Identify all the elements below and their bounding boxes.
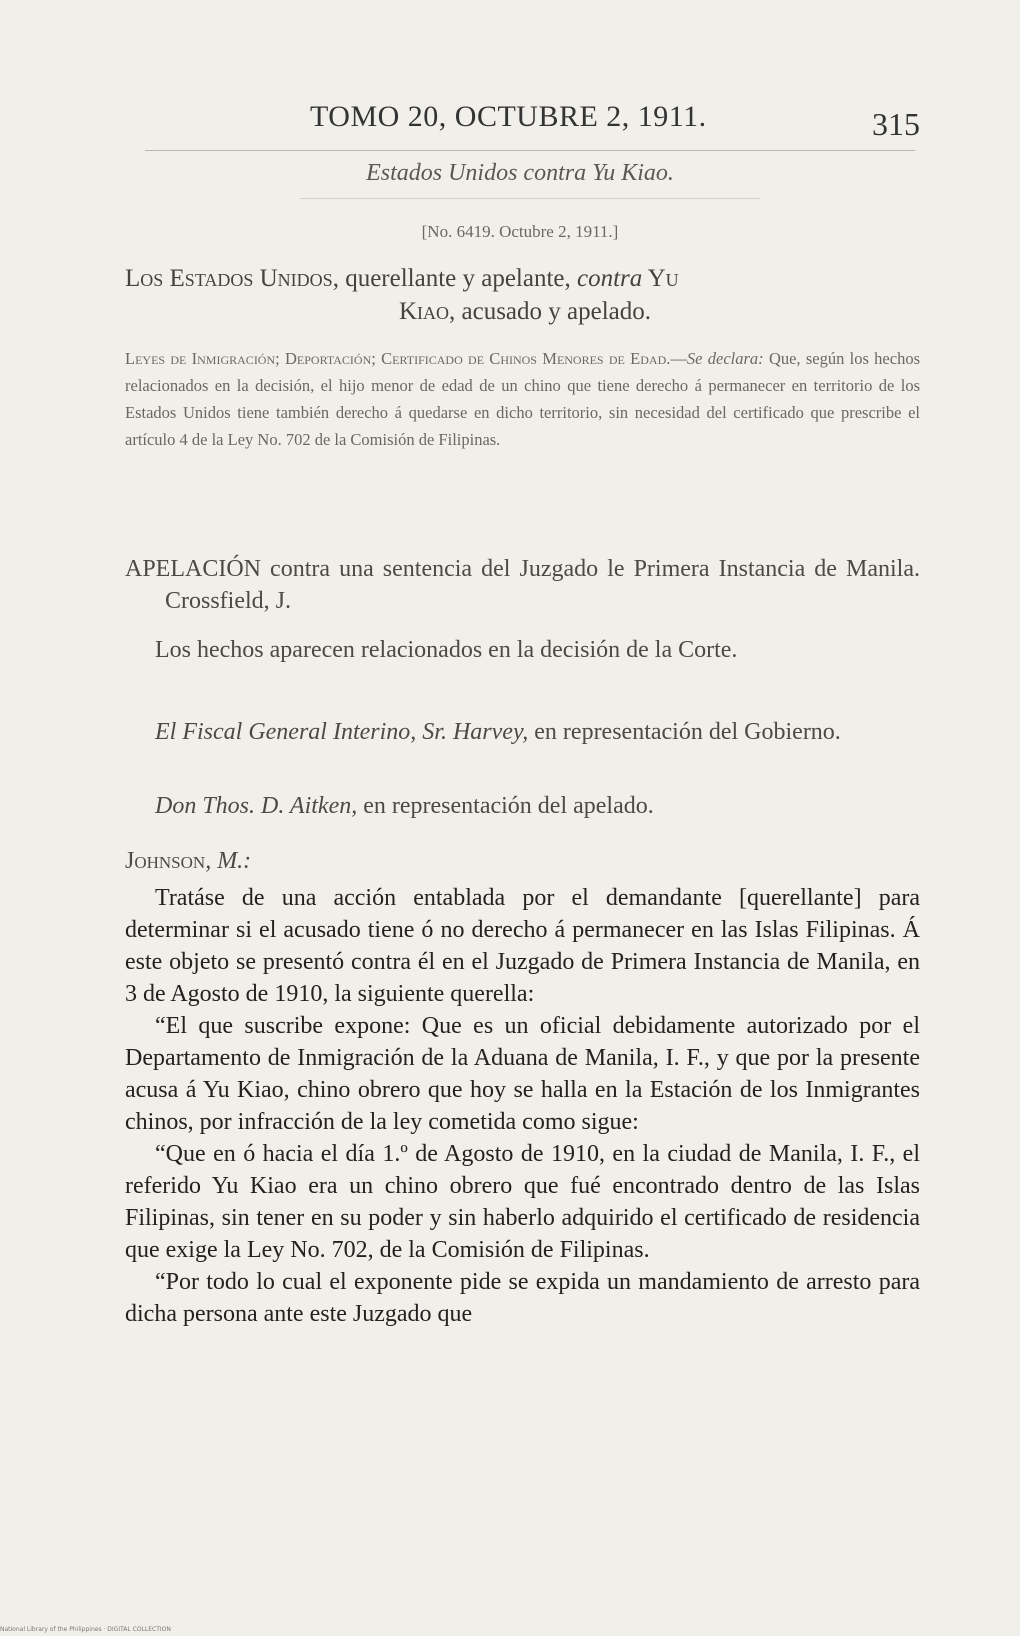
case-title: Estados Unidos contra Yu Kiao.	[366, 160, 674, 186]
opinion-paragraph-3: “Que en ó hacia el día 1.º de Agosto de 1910, en la ciudad de Manila, I. F., el referido Yu Kiao era un chino obrero que fué encontrado dentro de las Islas Filipinas, sin tener en su poder y sin haberlo adquirido el certificado de residencia que exige la Ley No. 702, de la Comisión de Filipinas.	[125, 1141, 920, 1263]
facts-text: Los hechos aparecen relacionados en la decisión de la Corte.	[155, 637, 738, 663]
appellee-counsel-role: en representación del apelado.	[357, 793, 654, 819]
contra-word: contra	[577, 265, 643, 292]
opinion-paragraph-4: “Por todo lo cual el exponente pide se expida un mandamiento de arresto para dicha persona ante este Juzgado que	[125, 1269, 920, 1327]
government-counsel-name: El Fiscal General Interino, Sr. Harvey,	[155, 719, 529, 745]
parties	[125, 262, 925, 328]
opinion-paragraph-1: Tratáse de una acción entablada por el demandante [querellante] para determinar si el acusado tiene ó no derecho á permanecer en las Islas Filipinas. Á este objeto se presentó contra él en el Juzgado de Primera Instancia de Manila, en 3 de Agosto de 1910, la siguiente querella:	[125, 885, 920, 1007]
page-number: 315	[872, 106, 920, 142]
judge-line	[125, 845, 920, 877]
syllabus-text: Que, según los hechos relacionados en la decisión, el hijo menor de edad de un chino que tiene derecho á permanecer en territorio de los Estados Unidos tiene también derecho á quedarse en dicho territorio, sin necesidad del certificado que prescribe el artículo 4 de la Ley No. 702 de la Comisión de Filipinas.	[125, 349, 920, 449]
judge-title: , M.:	[205, 848, 252, 874]
facts-paragraph	[125, 634, 920, 666]
plaintiff-role: , querellante y apelante,	[332, 265, 578, 292]
opinion-body	[125, 882, 920, 1330]
header-rule	[145, 150, 915, 151]
page-header	[120, 100, 920, 144]
syllabus-headings: Leyes de Inmigración; Deportación; Certificado de Chinos Menores de Edad.	[125, 349, 671, 368]
syllabus-dash: —	[670, 349, 687, 368]
syllabus	[125, 345, 920, 453]
plaintiff-name: Los Estados Unidos	[125, 265, 333, 292]
counsel-appellee	[125, 790, 920, 822]
opinion-paragraph-2: “El que suscribe expone: Que es un oficial debidamente autorizado por el Departamento de Inmigración de la Aduana de Manila, I. F., y que por la presente acusa á Yu Kiao, chino obrero que hoy se halla en la Estación de los Inmigrantes chinos, por infracción de la ley cometida como sigue:	[125, 1013, 920, 1135]
judge-name: Johnson	[125, 848, 206, 874]
subtitle-rule	[300, 198, 760, 199]
defendant-role: , acusado y apelado.	[449, 298, 652, 325]
scan-footer: National Library of the Philippines · DIGITAL COLLECTION	[0, 1626, 171, 1633]
case-number: [No. 6419. Octubre 2, 1911.]	[421, 222, 619, 241]
government-counsel-role: en representación del Gobierno.	[528, 719, 841, 745]
appellee-counsel-name: Don Thos. D. Aitken,	[155, 793, 358, 819]
running-title: TOMO 20, OCTUBRE 2, 1911.	[310, 100, 707, 133]
parties-line-2	[125, 295, 925, 328]
appeal-text: APELACIÓN contra una sentencia del Juzgado le Primera Instancia de Manila. Crossfield, J.	[125, 556, 920, 614]
appeal-paragraph	[125, 553, 920, 617]
syllabus-declara: Se declara:	[686, 349, 764, 368]
counsel-government	[125, 716, 920, 748]
defendant-name-part1: Yu	[642, 265, 679, 292]
defendant-name-part2: Kiao	[398, 298, 450, 325]
